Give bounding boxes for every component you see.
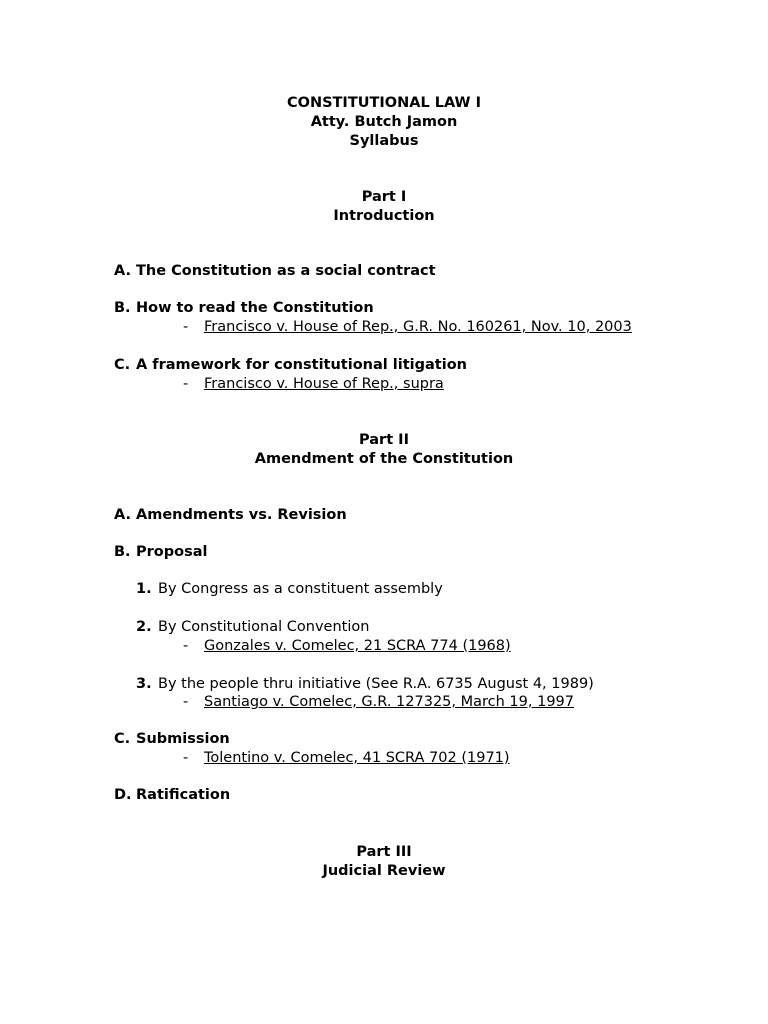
document-header <box>0 94 768 151</box>
part-1-item-c-citation <box>183 375 444 394</box>
subitem-number: 2. <box>136 619 152 635</box>
instructor-name: Atty. Butch Jamon <box>310 114 458 130</box>
item-letter: A. <box>114 507 131 523</box>
part-1-heading <box>0 188 768 226</box>
part-1-item-a <box>114 262 436 281</box>
case-citation-link[interactable]: Gonzales v. Comelec, 21 SCRA 774 (1968) <box>204 638 511 654</box>
subitem-text: By the people thru initiative (See R.A. 6735 August 4, 1989) <box>158 676 594 692</box>
citation-dash: - <box>183 319 189 335</box>
case-citation-link[interactable]: Tolentino v. Comelec, 41 SCRA 702 (1971) <box>204 750 510 766</box>
part-2-heading <box>0 431 768 469</box>
item-text: Ratification <box>136 787 231 803</box>
proposal-subitem-3-citation <box>183 693 574 712</box>
item-text: Amendments vs. Revision <box>136 507 347 523</box>
subitem-text: By Constitutional Convention <box>158 619 370 635</box>
item-text: The Constitution as a social contract <box>136 263 436 279</box>
proposal-subitem-1 <box>136 580 443 599</box>
part-1-item-c <box>114 356 467 375</box>
proposal-subitem-2 <box>136 618 369 637</box>
item-letter: C. <box>114 731 131 747</box>
proposal-subitem-2-citation <box>183 637 511 656</box>
item-text: How to read the Constitution <box>136 300 374 316</box>
item-text: Proposal <box>136 544 208 560</box>
case-citation-link[interactable]: Francisco v. House of Rep., supra <box>204 376 444 392</box>
item-text: Submission <box>136 731 230 747</box>
part-3-heading <box>0 843 768 881</box>
part-1-title: Introduction <box>333 208 435 224</box>
part-2-title: Amendment of the Constitution <box>254 451 514 467</box>
citation-dash: - <box>183 376 189 392</box>
item-letter: B. <box>114 544 131 560</box>
part-1-item-b <box>114 299 374 318</box>
part-1-item-b-citation <box>183 318 632 337</box>
part-2-item-d <box>114 786 230 805</box>
subitem-text: By Congress as a constituent assembly <box>158 581 443 597</box>
item-letter: D. <box>114 787 132 803</box>
part-2-label: Part II <box>359 432 409 448</box>
subitem-number: 1. <box>136 581 152 597</box>
case-citation-link[interactable]: Francisco v. House of Rep., G.R. No. 160261, Nov. 10, 2003 <box>204 319 632 335</box>
document-subtitle: Syllabus <box>349 133 419 149</box>
citation-dash: - <box>183 694 189 710</box>
document-title: CONSTITUTIONAL LAW I <box>286 95 481 111</box>
item-letter: C. <box>114 357 131 373</box>
item-letter: A. <box>114 263 131 279</box>
citation-dash: - <box>183 750 189 766</box>
part-3-label: Part III <box>356 844 412 860</box>
subitem-number: 3. <box>136 676 152 692</box>
part-2-item-c <box>114 730 230 749</box>
part-3-title: Judicial Review <box>322 863 446 879</box>
item-text: A framework for constitutional litigation <box>136 357 467 373</box>
part-2-item-c-citation <box>183 749 510 768</box>
citation-dash: - <box>183 638 189 654</box>
part-2-item-a <box>114 506 347 525</box>
part-2-item-b <box>114 543 207 562</box>
case-citation-link[interactable]: Santiago v. Comelec, G.R. 127325, March 19, 1997 <box>204 694 574 710</box>
item-letter: B. <box>114 300 131 316</box>
part-1-label: Part I <box>361 189 407 205</box>
proposal-subitem-3 <box>136 675 594 694</box>
